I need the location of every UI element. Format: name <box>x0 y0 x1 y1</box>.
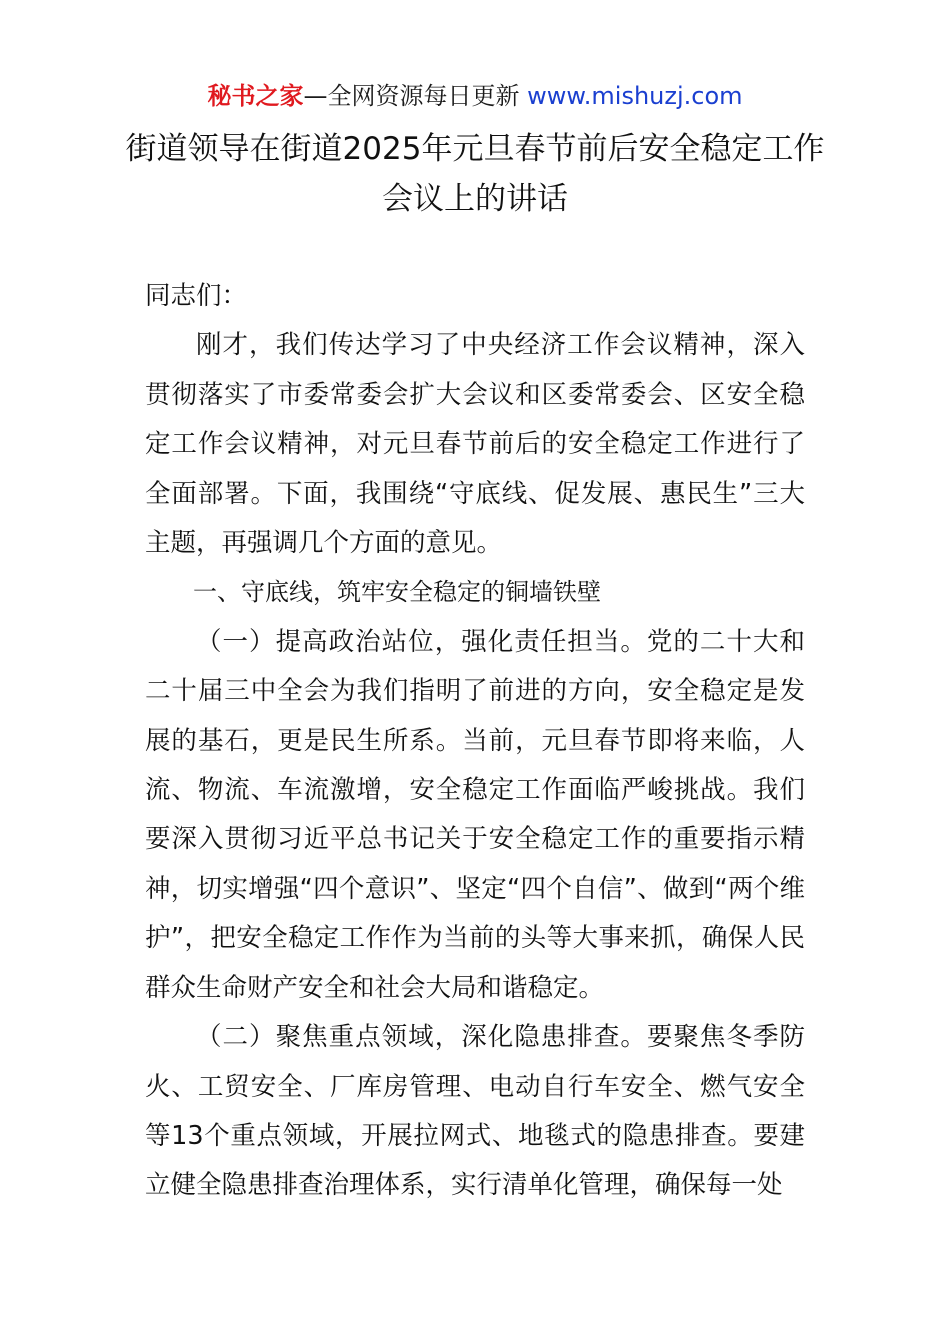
paragraph-intro: 刚才，我们传达学习了中央经济工作会议精神，深入贯彻落实了市委常委会扩大会议和区委常委会、区安全稳定工作会议精神，对元旦春节前后的安全稳定工作进行了全面部署。下面，我围绕“守底线、促发展、惠民生”三大主题，再强调几个方面的意见。 <box>145 330 805 559</box>
site-url-link[interactable]: www.mishuzj.com <box>527 82 743 110</box>
document-title: 街道领导在街道2025年元旦春节前后安全稳定工作会议上的讲话 <box>125 131 825 217</box>
header-tagline: —全网资源每日更新 <box>303 82 520 110</box>
document-body <box>145 272 805 1211</box>
paragraph-political-stance: （一）提高政治站位，强化责任担当。党的二十大和二十届三中全会为我们指明了前进的方向，安全稳定是发展的基石，更是民生所系。当前，元旦春节即将来临，人流、物流、车流激增，安全稳定工作面临严峻挑战。我们要深入贯彻习近平总书记关于安全稳定工作的重要指示精神，切实增强“四个意识”、坚定“四个自信”、做到“两个维护”，把安全稳定工作作为当前的头等大事来抓，确保人民群众生命财产安全和社会大局和谐稳定。 <box>145 626 805 1003</box>
paragraph-hazard-inspection: （二）聚焦重点领域，深化隐患排查。要聚焦冬季防火、工贸安全、厂库房管理、电动自行车安全、燃气安全等13个重点领域，开展拉网式、地毯式的隐患排查。要建立健全隐患排查治理体系，实行清单化管理，确保每一处 <box>145 1022 805 1201</box>
salutation: 同志们： <box>145 281 248 311</box>
site-header <box>0 80 950 112</box>
brand-name: 秘书之家 <box>207 82 304 110</box>
section-heading: 一、守底线，筑牢安全稳定的铜墙铁壁 <box>193 578 601 607</box>
